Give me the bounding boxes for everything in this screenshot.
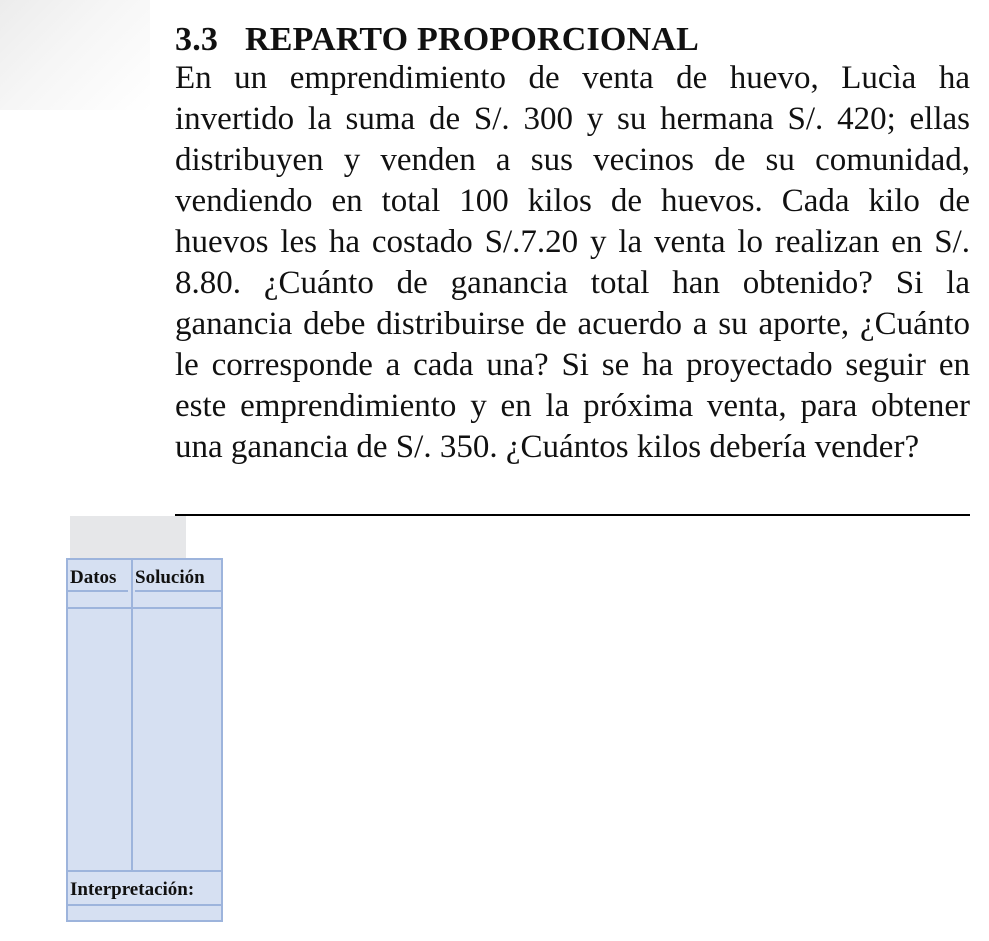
gray-shaded-block: [70, 516, 186, 558]
solucion-header-underline: [135, 590, 223, 592]
datos-area[interactable]: [68, 609, 131, 870]
solucion-header: Solución: [135, 567, 205, 588]
datos-header-underline: [68, 590, 128, 592]
interpretacion-underline: [68, 904, 221, 906]
solucion-area[interactable]: [133, 609, 221, 870]
datos-header: Datos: [70, 567, 117, 588]
section-title: [175, 20, 699, 60]
worksheet-box: [66, 558, 223, 922]
answer-underline: [175, 514, 970, 516]
problem-statement: En un emprendimiento de venta de huevo, Lucìa ha invertido la suma de S/. 300 y su hermana S/. 420; ellas distribuyen y venden a sus vecinos de su comunidad, vendiendo en total 100 kilos de huevos. Cada kilo de huevos les ha costado S/.7.20 y la venta lo realizan en S/. 8.80. ¿Cuánto de ganancia total han obtenido? Si la ganancia debe distribuirse de acuerdo a su aporte, ¿Cuánto le corresponde a cada una? Si se ha proyectado seguir en este emprendimiento y en la próxima venta, para obtener una ganancia de S/. 350. ¿Cuántos kilos debería vender?: [175, 60, 970, 465]
table-bottom-line: [68, 870, 221, 872]
interpretacion-label: Interpretación:: [70, 879, 195, 900]
scan-shadow: [0, 0, 150, 110]
section-title-text: REPARTO PROPORCIONAL: [245, 21, 699, 58]
section-number: 3.3: [175, 21, 219, 58]
